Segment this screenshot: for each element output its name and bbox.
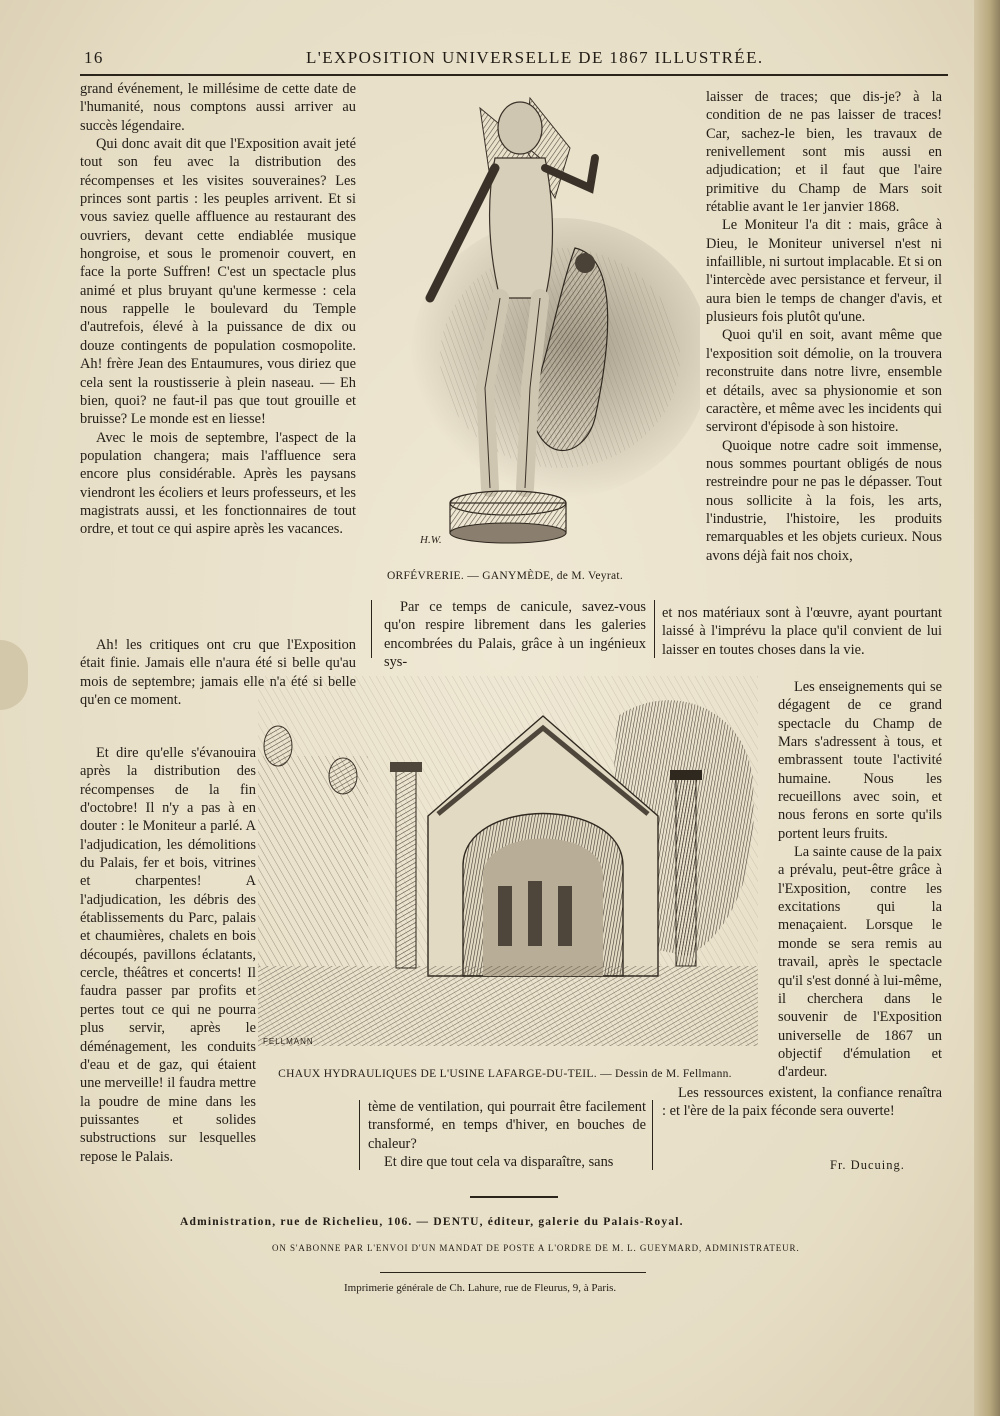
left-paragraph-1: grand événement, le millésime de cette date de l'humanité, nous comptons aussi arriver au succès légendaire. xyxy=(80,81,356,134)
footer-rule-bottom xyxy=(380,1272,646,1273)
left-paragraph-2: Qui donc avait dit que l'Exposition avait jeté tout son feu avec la distribution des récompenses et les visites souveraines? Les princes sont partis : les peuples arrivent. Et si vous saviez quelle affluence au restaurant des ouvriers, devant cette endiablée musique hongroise, et sous le promenoir couvert, en face la porte Suffren! C'est un spectacle plus animé et plus bruyant qu'une kermesse : cela nous rappelle le boulevard du Temple d'autrefois, élevé à la puissance de dix ou douze contingents de population cosmopolite. Ah! frère Jean des Entaumures, vous diriez que cela sent la roustisserie à plein naseau. — Eh bien, quoi? ne faut-il pas que tout grouille et bruisse? Le monde est en liesse! xyxy=(80,136,356,428)
middle-paragraph-2: tème de ventilation, qui pourrait être facilement transformé, en temps d'hiver, en bouches de chaleur? xyxy=(368,1099,646,1152)
middle-column-top xyxy=(384,598,646,671)
left-paragraph-3: Avec le mois de septembre, l'aspect de la population changera; mais l'affluence sera encore plus considérable. Après les paysans viendront les écoliers et leurs professeurs, et les magistrats aussi, et les fonctionnaires de tout ordre, et tout ce qui aspire après les vacances. xyxy=(80,429,356,538)
right-column-bottom xyxy=(662,1084,942,1121)
column-rule-right xyxy=(654,600,655,658)
column-rule-bottom-right xyxy=(652,1100,653,1170)
right-paragraph-8: Les ressources existent, la confiance renaîtra : et l'ère de la paix féconde sera ouverte! xyxy=(662,1085,942,1120)
right-column xyxy=(706,88,942,565)
right-paragraph-6: Les enseignements qui se dégagent de ce grand spectacle du Champ de Mars s'adressent à tous, et embrassent toute l'activité humaine. Nous les recueillons avec soin, et nous ferons en sorte qu'ils portent leurs fruits. xyxy=(778,679,942,842)
middle-paragraph-3: Et dire que tout cela va disparaître, sans xyxy=(384,1154,614,1171)
caption-lafarge: CHAUX HYDRAULIQUES DE L'USINE LAFARGE-DU-TEIL. — Dessin de M. Fellmann. xyxy=(278,1068,732,1080)
footer-printer: Imprimerie générale de Ch. Lahure, rue de Fleurus, 9, à Paris. xyxy=(344,1282,617,1294)
footer-subscription: ON S'ABONNE PAR L'ENVOI D'UN MANDAT DE POSTE A L'ORDRE DE M. L. GUEYMARD, ADMINISTRATEUR. xyxy=(272,1243,800,1253)
footer-rule-top xyxy=(470,1196,558,1198)
left-paragraph-4: Ah! les critiques ont cru que l'Exposition était finie. Jamais elle n'aura été si belle qu'au mois de septembre; jamais elle n'a été si belle qu'en ce moment. xyxy=(80,637,356,709)
author-signature: Fr. Ducuing. xyxy=(830,1158,905,1172)
page-binding-edge xyxy=(974,0,1000,1416)
ganymede-statue-engraving xyxy=(360,88,700,558)
lafarge-pavilion-engraving xyxy=(258,676,758,1046)
page-number: 16 xyxy=(84,48,104,67)
right-column-narrow xyxy=(778,678,942,1082)
caption-ganymede: ORFÉVRERIE. — GANYMÈDE, de M. Veyrat. xyxy=(386,570,624,582)
left-paragraph-5: Et dire qu'elle s'évanouira après la distribution des récompenses de la fin d'octobre! Il n'y a pas à en douter : le Moniteur a parlé. A l'adjudication, les démolitions du Palais, fer et bois, vitrines et charpentes! A l'adjudication, les débris des établissements du Parc, palais et chaumières, chalets en bois découpés, pavillons éclatants, cercle, théâtres et concerts! Il faudra passer par profits et pertes tout ce qui ne pourra plus servir, après le déménagement, les conduits d'eau et de gaz, qui étaient une merveille! il faudra mettre la poudre de mine dans les puissantes et solides substructions sur lesquelles repose le Palais. xyxy=(80,745,256,1165)
engraver-signature-bottom: FELLMANN xyxy=(263,1037,314,1046)
right-paragraph-1: laisser de traces; que dis-je? à la condition de ne pas laisser de traces! Car, sachez-le bien, les travaux de renivellement sont mis aussi en adjudication; et il faut que l'aire primitive du Champ de Mars soit rétablie avant le 1er janvier 1868. xyxy=(706,89,942,216)
right-paragraph-7: La sainte cause de la paix a prévalu, peut-être grâce à l'Exposition, contre les excitations qui la menaçaient. Lorsque le monde se sera remis au travail, après le spectacle qu'il s'est donné à lui-même, il cherchera dans le souvenir de l'Exposition universelle de 1867 un objectif d'émulation et d'ardeur. xyxy=(778,844,942,1081)
page-title: L'EXPOSITION UNIVERSELLE DE 1867 ILLUSTRÉE. xyxy=(306,48,764,67)
column-rule-left xyxy=(371,600,372,658)
column-rule-bottom-left xyxy=(359,1100,360,1170)
right-paragraph-2: Le Moniteur l'a dit : mais, grâce à Dieu, le Moniteur universel n'est ni infaillible, ni surtout implacable. Et si on l'intercède avec persistance et ferveur, il aura bien le temps de changer d'avis, et plusieurs fois plutôt qu'une. xyxy=(706,217,942,326)
middle-paragraph-1: Par ce temps de canicule, savez-vous qu'on respire librement dans les galeries encombrées du Palais, grâce à un ingénieux sys- xyxy=(384,599,646,671)
middle-column-bottom xyxy=(368,1098,646,1171)
right-paragraph-4: Quoique notre cadre soit immense, nous sommes pourtant obligés de nous restreindre pour ne pas le dépasser. Tout nous sollicite à la fois, les arts, l'industrie, l'histoire, les produits remarquables et les objets curieux. Nous avons déjà fait nos choix, xyxy=(706,437,942,564)
left-column xyxy=(80,80,356,539)
footer-administration: Administration, rue de Richelieu, 106. — DENTU, éditeur, galerie du Palais-Royal. xyxy=(180,1216,684,1228)
right-paragraph-3: Quoi qu'il en soit, avant même que l'exposition soit démolie, on la trouvera reconstruite dans notre livre, ensemble et détails, avec sa physionomie et son caractère, et même avec les incidents qui serviront d'épisode à son histoire. xyxy=(706,327,942,436)
left-column-narrow xyxy=(80,744,256,1166)
right-paragraph-5: et nos matériaux sont à l'œuvre, ayant pourtant laissé à l'imprévu la place qu'il convient de lui laisser en toutes choses dans la vie. xyxy=(662,605,942,658)
header-rule xyxy=(80,74,948,76)
right-column-wide xyxy=(662,604,942,659)
engraver-signature-top: H.W. xyxy=(420,534,442,546)
